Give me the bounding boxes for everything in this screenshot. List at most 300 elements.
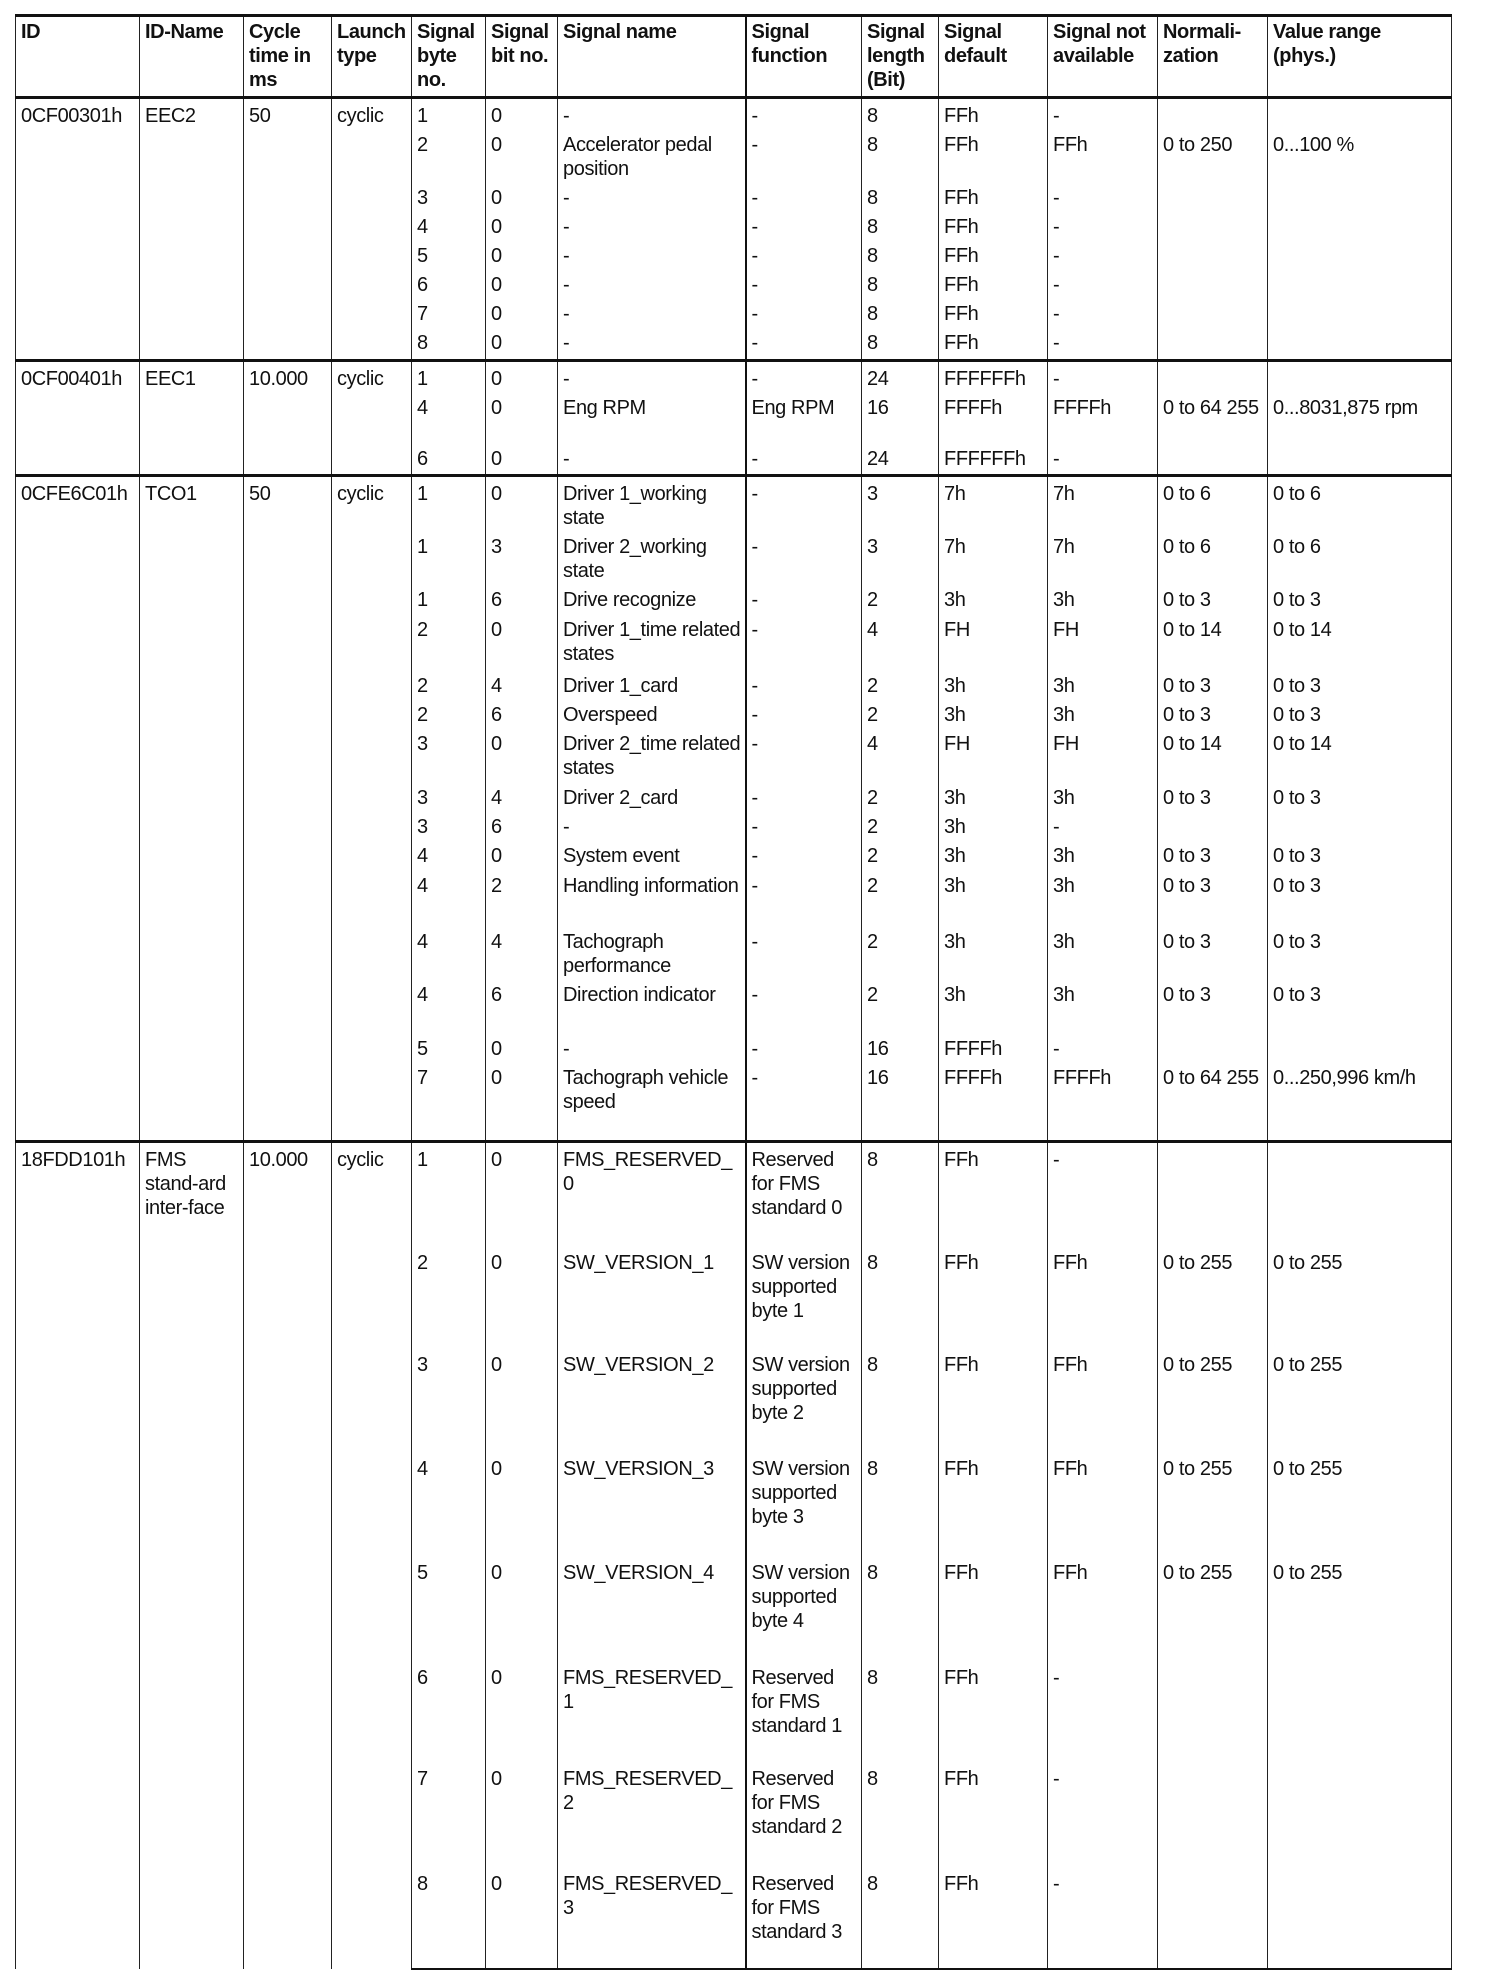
cell-signal-not-available: 3h bbox=[1048, 698, 1158, 727]
cell-signal-not-available: - bbox=[1048, 1141, 1158, 1246]
cell-signal-name: Tachograph vehicle speed bbox=[558, 1061, 746, 1141]
cell-signal-byte-no: 6 bbox=[412, 268, 486, 297]
cell-signal-function: Reserved for FMS standard 0 bbox=[746, 1141, 862, 1246]
cell-signal-byte-no: 8 bbox=[412, 326, 486, 360]
cell-value-range bbox=[1268, 98, 1452, 129]
cell-signal-default: FFh bbox=[939, 268, 1048, 297]
cell-id-name: EEC1 bbox=[140, 360, 244, 476]
cell-signal-name: - bbox=[558, 268, 746, 297]
cell-signal-function: - bbox=[746, 297, 862, 326]
cell-signal-byte-no: 1 bbox=[412, 1141, 486, 1246]
column-header-signal-function: Signal function bbox=[746, 16, 862, 98]
cell-signal-default: FFh bbox=[939, 297, 1048, 326]
cell-signal-name: SW_VERSION_2 bbox=[558, 1348, 746, 1452]
cell-value-range: 0...100 % bbox=[1268, 128, 1452, 181]
cell-signal-not-available: 7h bbox=[1048, 530, 1158, 583]
cell-signal-not-available: - bbox=[1048, 810, 1158, 839]
cell-signal-function: - bbox=[746, 978, 862, 1032]
cell-signal-default: FFh bbox=[939, 210, 1048, 239]
cell-id-name: TCO1 bbox=[140, 476, 244, 1142]
cell-normalization: 0 to 64 255 bbox=[1158, 1061, 1268, 1141]
cell-normalization: 0 to 3 bbox=[1158, 839, 1268, 869]
cell-id: 18FDD101h bbox=[16, 1141, 140, 1969]
cell-signal-name: Accelerator pedal position bbox=[558, 128, 746, 181]
cell-value-range: 0 to 3 bbox=[1268, 978, 1452, 1032]
cell-value-range bbox=[1268, 268, 1452, 297]
cell-signal-name: FMS_RESERVED_3 bbox=[558, 1867, 746, 1969]
cell-signal-name: - bbox=[558, 239, 746, 268]
cell-signal-not-available: FFh bbox=[1048, 1556, 1158, 1661]
cell-value-range bbox=[1268, 210, 1452, 239]
cell-cycle-time: 50 bbox=[244, 476, 332, 1142]
cell-normalization: 0 to 3 bbox=[1158, 669, 1268, 698]
cell-value-range: 0...250,996 km/h bbox=[1268, 1061, 1452, 1141]
cell-signal-not-available: 3h bbox=[1048, 839, 1158, 869]
cell-value-range bbox=[1268, 442, 1452, 476]
cell-signal-length: 8 bbox=[862, 210, 939, 239]
cell-signal-function: - bbox=[746, 727, 862, 781]
cell-id: 0CF00401h bbox=[16, 360, 140, 476]
cell-signal-default: FFFFFFh bbox=[939, 442, 1048, 476]
cell-normalization: 0 to 6 bbox=[1158, 476, 1268, 531]
cell-signal-bit-no: 0 bbox=[486, 476, 558, 531]
cell-signal-default: FFh bbox=[939, 1661, 1048, 1762]
cell-normalization: 0 to 255 bbox=[1158, 1556, 1268, 1661]
cell-signal-function: Reserved for FMS standard 1 bbox=[746, 1661, 862, 1762]
cell-signal-bit-no: 0 bbox=[486, 391, 558, 442]
cell-signal-default: 3h bbox=[939, 583, 1048, 613]
cell-signal-name: - bbox=[558, 326, 746, 360]
cell-signal-byte-no: 1 bbox=[412, 360, 486, 391]
cell-signal-bit-no: 6 bbox=[486, 698, 558, 727]
cell-signal-not-available: FFh bbox=[1048, 1348, 1158, 1452]
cell-signal-not-available: - bbox=[1048, 239, 1158, 268]
cell-normalization: 0 to 255 bbox=[1158, 1452, 1268, 1556]
cell-signal-byte-no: 2 bbox=[412, 1246, 486, 1348]
cell-signal-length: 24 bbox=[862, 442, 939, 476]
column-header-signal-name: Signal name bbox=[558, 16, 746, 98]
cell-signal-byte-no: 2 bbox=[412, 613, 486, 669]
cell-signal-byte-no: 7 bbox=[412, 1762, 486, 1867]
cell-signal-byte-no: 1 bbox=[412, 476, 486, 531]
cell-value-range: 0 to 3 bbox=[1268, 583, 1452, 613]
cell-value-range: 0 to 3 bbox=[1268, 839, 1452, 869]
cell-signal-name: - bbox=[558, 181, 746, 210]
cell-signal-not-available: FFh bbox=[1048, 1452, 1158, 1556]
cell-signal-function: SW version supported byte 2 bbox=[746, 1348, 862, 1452]
cell-signal-bit-no: 0 bbox=[486, 613, 558, 669]
cell-signal-not-available: FFh bbox=[1048, 128, 1158, 181]
cell-signal-byte-no: 3 bbox=[412, 1348, 486, 1452]
cell-signal-name: Driver 2_card bbox=[558, 781, 746, 810]
column-header-id-name: ID-Name bbox=[140, 16, 244, 98]
cell-signal-function: - bbox=[746, 530, 862, 583]
cell-signal-bit-no: 2 bbox=[486, 869, 558, 925]
cell-signal-byte-no: 1 bbox=[412, 98, 486, 129]
cell-signal-bit-no: 4 bbox=[486, 925, 558, 978]
cell-signal-length: 8 bbox=[862, 1867, 939, 1969]
cell-normalization: 0 to 14 bbox=[1158, 613, 1268, 669]
cell-signal-name: Overspeed bbox=[558, 698, 746, 727]
cell-signal-length: 24 bbox=[862, 360, 939, 391]
cell-signal-not-available: 3h bbox=[1048, 869, 1158, 925]
cell-signal-name: Direction indicator bbox=[558, 978, 746, 1032]
cell-normalization: 0 to 64 255 bbox=[1158, 391, 1268, 442]
cell-normalization bbox=[1158, 1661, 1268, 1762]
column-header-signal-not-available: Signal not available bbox=[1048, 16, 1158, 98]
cell-signal-bit-no: 4 bbox=[486, 669, 558, 698]
cell-signal-name: Driver 1_working state bbox=[558, 476, 746, 531]
cell-signal-name: Driver 2_time related states bbox=[558, 727, 746, 781]
cell-signal-length: 2 bbox=[862, 698, 939, 727]
cell-signal-default: FFFFFFh bbox=[939, 360, 1048, 391]
cell-signal-function: - bbox=[746, 476, 862, 531]
cell-signal-name: Handling information bbox=[558, 869, 746, 925]
cell-signal-bit-no: 0 bbox=[486, 1867, 558, 1969]
cell-value-range: 0 to 6 bbox=[1268, 476, 1452, 531]
cell-normalization bbox=[1158, 1762, 1268, 1867]
cell-id: 0CF00301h bbox=[16, 98, 140, 361]
cell-signal-name: Driver 1_time related states bbox=[558, 613, 746, 669]
cell-normalization: 0 to 3 bbox=[1158, 583, 1268, 613]
cell-signal-not-available: FFFFh bbox=[1048, 1061, 1158, 1141]
cell-signal-not-available: - bbox=[1048, 1762, 1158, 1867]
cell-signal-length: 4 bbox=[862, 727, 939, 781]
column-header-value-range: Value range (phys.) bbox=[1268, 16, 1452, 98]
cell-signal-function: - bbox=[746, 210, 862, 239]
cell-signal-default: FFh bbox=[939, 128, 1048, 181]
cell-normalization bbox=[1158, 1032, 1268, 1061]
cell-value-range: 0 to 3 bbox=[1268, 869, 1452, 925]
cell-signal-default: FH bbox=[939, 613, 1048, 669]
cell-signal-byte-no: 4 bbox=[412, 210, 486, 239]
cell-signal-function: - bbox=[746, 583, 862, 613]
cell-signal-length: 16 bbox=[862, 391, 939, 442]
cell-normalization: 0 to 3 bbox=[1158, 978, 1268, 1032]
cell-id: 0CFE6C01h bbox=[16, 476, 140, 1142]
table-header-row bbox=[16, 16, 1452, 98]
cell-value-range: 0 to 255 bbox=[1268, 1452, 1452, 1556]
cell-signal-default: FFh bbox=[939, 1246, 1048, 1348]
cell-normalization bbox=[1158, 268, 1268, 297]
cell-signal-length: 8 bbox=[862, 1762, 939, 1867]
cell-signal-byte-no: 6 bbox=[412, 1661, 486, 1762]
cell-signal-name: Drive recognize bbox=[558, 583, 746, 613]
cell-value-range: 0 to 255 bbox=[1268, 1246, 1452, 1348]
cell-signal-not-available: - bbox=[1048, 326, 1158, 360]
cell-signal-byte-no: 4 bbox=[412, 869, 486, 925]
cell-signal-length: 3 bbox=[862, 530, 939, 583]
cell-signal-length: 2 bbox=[862, 839, 939, 869]
cell-normalization: 0 to 3 bbox=[1158, 925, 1268, 978]
cell-signal-function: - bbox=[746, 698, 862, 727]
cell-value-range bbox=[1268, 239, 1452, 268]
cell-signal-default: FFFFh bbox=[939, 1061, 1048, 1141]
cell-signal-default: 3h bbox=[939, 781, 1048, 810]
cell-signal-bit-no: 0 bbox=[486, 326, 558, 360]
cell-signal-bit-no: 0 bbox=[486, 839, 558, 869]
cell-signal-name: Driver 2_working state bbox=[558, 530, 746, 583]
cell-value-range: 0 to 3 bbox=[1268, 781, 1452, 810]
cell-normalization: 0 to 3 bbox=[1158, 781, 1268, 810]
cell-signal-function: SW version supported byte 1 bbox=[746, 1246, 862, 1348]
cell-cycle-time: 10.000 bbox=[244, 360, 332, 476]
cell-value-range bbox=[1268, 1762, 1452, 1867]
cell-signal-default: 3h bbox=[939, 698, 1048, 727]
cell-signal-byte-no: 7 bbox=[412, 297, 486, 326]
cell-signal-length: 8 bbox=[862, 268, 939, 297]
cell-normalization bbox=[1158, 210, 1268, 239]
cell-normalization: 0 to 255 bbox=[1158, 1246, 1268, 1348]
cell-signal-length: 8 bbox=[862, 1556, 939, 1661]
cell-normalization bbox=[1158, 810, 1268, 839]
cell-signal-length: 2 bbox=[862, 669, 939, 698]
cell-signal-byte-no: 1 bbox=[412, 583, 486, 613]
cell-cycle-time: 10.000 bbox=[244, 1141, 332, 1969]
cell-signal-not-available: - bbox=[1048, 181, 1158, 210]
cell-signal-bit-no: 6 bbox=[486, 810, 558, 839]
cell-signal-length: 8 bbox=[862, 181, 939, 210]
cell-signal-not-available: FFFFh bbox=[1048, 391, 1158, 442]
cell-signal-default: FFh bbox=[939, 1556, 1048, 1661]
can-signal-table bbox=[15, 14, 1452, 1970]
cell-signal-function: - bbox=[746, 669, 862, 698]
cell-signal-not-available: - bbox=[1048, 268, 1158, 297]
cell-signal-bit-no: 0 bbox=[486, 128, 558, 181]
cell-signal-default: FFh bbox=[939, 1452, 1048, 1556]
cell-signal-bit-no: 0 bbox=[486, 1762, 558, 1867]
cell-value-range: 0 to 255 bbox=[1268, 1348, 1452, 1452]
cell-normalization: 0 to 14 bbox=[1158, 727, 1268, 781]
cell-launch-type: cyclic bbox=[332, 476, 412, 1142]
cell-signal-bit-no: 0 bbox=[486, 98, 558, 129]
cell-signal-name: Tachograph performance bbox=[558, 925, 746, 978]
cell-signal-bit-no: 6 bbox=[486, 978, 558, 1032]
cell-value-range bbox=[1268, 181, 1452, 210]
cell-cycle-time: 50 bbox=[244, 98, 332, 361]
cell-signal-not-available: 3h bbox=[1048, 978, 1158, 1032]
cell-signal-function: SW version supported byte 4 bbox=[746, 1556, 862, 1661]
cell-signal-byte-no: 5 bbox=[412, 1032, 486, 1061]
cell-signal-byte-no: 2 bbox=[412, 128, 486, 181]
cell-signal-length: 8 bbox=[862, 297, 939, 326]
cell-signal-length: 16 bbox=[862, 1032, 939, 1061]
cell-signal-function: - bbox=[746, 239, 862, 268]
cell-signal-byte-no: 6 bbox=[412, 442, 486, 476]
cell-signal-length: 8 bbox=[862, 98, 939, 129]
cell-signal-byte-no: 4 bbox=[412, 839, 486, 869]
column-header-id: ID bbox=[16, 16, 140, 98]
cell-signal-not-available: 3h bbox=[1048, 781, 1158, 810]
cell-signal-not-available: - bbox=[1048, 1032, 1158, 1061]
cell-signal-length: 8 bbox=[862, 1661, 939, 1762]
cell-signal-name: FMS_RESERVED_2 bbox=[558, 1762, 746, 1867]
cell-id-name: EEC2 bbox=[140, 98, 244, 361]
cell-signal-not-available: - bbox=[1048, 210, 1158, 239]
cell-normalization bbox=[1158, 1141, 1268, 1246]
cell-launch-type: cyclic bbox=[332, 98, 412, 361]
cell-signal-bit-no: 0 bbox=[486, 1246, 558, 1348]
cell-signal-byte-no: 3 bbox=[412, 727, 486, 781]
cell-signal-name: - bbox=[558, 297, 746, 326]
cell-value-range: 0 to 14 bbox=[1268, 727, 1452, 781]
column-header-launch-type: Launch type bbox=[332, 16, 412, 98]
cell-normalization bbox=[1158, 326, 1268, 360]
cell-signal-function: - bbox=[746, 810, 862, 839]
cell-signal-default: 3h bbox=[939, 925, 1048, 978]
cell-value-range: 0 to 3 bbox=[1268, 698, 1452, 727]
cell-signal-not-available: - bbox=[1048, 1661, 1158, 1762]
cell-signal-function: - bbox=[746, 869, 862, 925]
cell-signal-bit-no: 0 bbox=[486, 1452, 558, 1556]
cell-value-range bbox=[1268, 810, 1452, 839]
cell-value-range bbox=[1268, 1141, 1452, 1246]
cell-signal-bit-no: 0 bbox=[486, 181, 558, 210]
cell-signal-bit-no: 0 bbox=[486, 268, 558, 297]
cell-normalization bbox=[1158, 98, 1268, 129]
cell-signal-function: Reserved for FMS standard 3 bbox=[746, 1867, 862, 1969]
cell-signal-default: 3h bbox=[939, 869, 1048, 925]
cell-normalization: 0 to 6 bbox=[1158, 530, 1268, 583]
cell-value-range: 0 to 255 bbox=[1268, 1556, 1452, 1661]
cell-signal-default: 3h bbox=[939, 839, 1048, 869]
column-header-signal-byte-no: Signal byte no. bbox=[412, 16, 486, 98]
cell-signal-function: - bbox=[746, 442, 862, 476]
cell-value-range: 0 to 3 bbox=[1268, 925, 1452, 978]
cell-signal-not-available: 3h bbox=[1048, 669, 1158, 698]
column-header-normalization: Normali-zation bbox=[1158, 16, 1268, 98]
cell-signal-length: 8 bbox=[862, 1141, 939, 1246]
cell-signal-default: FFh bbox=[939, 181, 1048, 210]
cell-signal-name: Driver 1_card bbox=[558, 669, 746, 698]
cell-normalization bbox=[1158, 181, 1268, 210]
cell-value-range: 0 to 6 bbox=[1268, 530, 1452, 583]
cell-signal-byte-no: 2 bbox=[412, 669, 486, 698]
cell-signal-bit-no: 6 bbox=[486, 583, 558, 613]
cell-signal-length: 8 bbox=[862, 1452, 939, 1556]
cell-signal-name: - bbox=[558, 360, 746, 391]
cell-signal-function: - bbox=[746, 1061, 862, 1141]
cell-signal-length: 16 bbox=[862, 1061, 939, 1141]
column-header-cycle-time: Cycle time in ms bbox=[244, 16, 332, 98]
cell-signal-not-available: 3h bbox=[1048, 925, 1158, 978]
cell-signal-default: 7h bbox=[939, 476, 1048, 531]
cell-signal-length: 8 bbox=[862, 326, 939, 360]
cell-signal-function: Reserved for FMS standard 2 bbox=[746, 1762, 862, 1867]
cell-signal-byte-no: 3 bbox=[412, 181, 486, 210]
cell-launch-type: cyclic bbox=[332, 360, 412, 476]
cell-signal-function: - bbox=[746, 181, 862, 210]
cell-signal-default: 7h bbox=[939, 530, 1048, 583]
cell-signal-bit-no: 0 bbox=[486, 1061, 558, 1141]
cell-signal-length: 2 bbox=[862, 781, 939, 810]
cell-signal-byte-no: 4 bbox=[412, 978, 486, 1032]
cell-signal-default: FFh bbox=[939, 1762, 1048, 1867]
cell-signal-length: 8 bbox=[862, 1246, 939, 1348]
cell-normalization bbox=[1158, 442, 1268, 476]
cell-signal-name: - bbox=[558, 810, 746, 839]
cell-signal-length: 2 bbox=[862, 869, 939, 925]
cell-signal-not-available: - bbox=[1048, 1867, 1158, 1969]
cell-signal-not-available: 7h bbox=[1048, 476, 1158, 531]
cell-launch-type: cyclic bbox=[332, 1141, 412, 1969]
cell-signal-length: 3 bbox=[862, 476, 939, 531]
cell-value-range bbox=[1268, 1661, 1452, 1762]
cell-id-name: FMS stand-ard inter-face bbox=[140, 1141, 244, 1969]
cell-signal-function: - bbox=[746, 613, 862, 669]
cell-signal-name: SW_VERSION_1 bbox=[558, 1246, 746, 1348]
cell-signal-length: 2 bbox=[862, 978, 939, 1032]
cell-signal-not-available: - bbox=[1048, 442, 1158, 476]
cell-signal-length: 8 bbox=[862, 239, 939, 268]
cell-signal-function: - bbox=[746, 1032, 862, 1061]
cell-signal-byte-no: 3 bbox=[412, 781, 486, 810]
column-header-signal-default: Signal default bbox=[939, 16, 1048, 98]
cell-signal-byte-no: 1 bbox=[412, 530, 486, 583]
cell-signal-default: FFh bbox=[939, 326, 1048, 360]
column-header-signal-length: Signal length (Bit) bbox=[862, 16, 939, 98]
table-row bbox=[16, 360, 1452, 391]
cell-value-range: 0 to 3 bbox=[1268, 669, 1452, 698]
cell-signal-function: SW version supported byte 3 bbox=[746, 1452, 862, 1556]
cell-signal-bit-no: 3 bbox=[486, 530, 558, 583]
cell-signal-bit-no: 0 bbox=[486, 360, 558, 391]
cell-signal-function: Eng RPM bbox=[746, 391, 862, 442]
cell-signal-not-available: - bbox=[1048, 297, 1158, 326]
cell-signal-byte-no: 8 bbox=[412, 1867, 486, 1969]
cell-signal-default: 3h bbox=[939, 669, 1048, 698]
cell-signal-default: FFh bbox=[939, 1141, 1048, 1246]
cell-value-range bbox=[1268, 297, 1452, 326]
cell-signal-name: Eng RPM bbox=[558, 391, 746, 442]
cell-normalization: 0 to 255 bbox=[1158, 1348, 1268, 1452]
cell-signal-function: - bbox=[746, 781, 862, 810]
cell-signal-byte-no: 2 bbox=[412, 698, 486, 727]
cell-signal-default: FFh bbox=[939, 1867, 1048, 1969]
cell-signal-bit-no: 0 bbox=[486, 297, 558, 326]
cell-signal-bit-no: 0 bbox=[486, 210, 558, 239]
cell-signal-bit-no: 0 bbox=[486, 1661, 558, 1762]
cell-value-range: 0 to 14 bbox=[1268, 613, 1452, 669]
cell-signal-name: - bbox=[558, 98, 746, 129]
cell-normalization: 0 to 3 bbox=[1158, 698, 1268, 727]
cell-signal-function: - bbox=[746, 268, 862, 297]
cell-signal-bit-no: 0 bbox=[486, 1141, 558, 1246]
cell-signal-function: - bbox=[746, 360, 862, 391]
cell-signal-function: - bbox=[746, 326, 862, 360]
cell-signal-bit-no: 0 bbox=[486, 727, 558, 781]
cell-value-range bbox=[1268, 1867, 1452, 1969]
cell-signal-default: FH bbox=[939, 727, 1048, 781]
cell-signal-not-available: FH bbox=[1048, 613, 1158, 669]
table-row bbox=[16, 1141, 1452, 1246]
cell-signal-bit-no: 4 bbox=[486, 781, 558, 810]
cell-signal-byte-no: 4 bbox=[412, 1452, 486, 1556]
cell-signal-not-available: - bbox=[1048, 98, 1158, 129]
cell-signal-not-available: 3h bbox=[1048, 583, 1158, 613]
cell-signal-name: - bbox=[558, 210, 746, 239]
cell-signal-name: SW_VERSION_3 bbox=[558, 1452, 746, 1556]
cell-signal-function: - bbox=[746, 128, 862, 181]
cell-signal-default: FFFFh bbox=[939, 1032, 1048, 1061]
cell-value-range bbox=[1268, 360, 1452, 391]
cell-signal-byte-no: 3 bbox=[412, 810, 486, 839]
cell-signal-default: FFh bbox=[939, 239, 1048, 268]
cell-signal-not-available: - bbox=[1048, 360, 1158, 391]
cell-signal-default: 3h bbox=[939, 810, 1048, 839]
cell-normalization bbox=[1158, 360, 1268, 391]
cell-signal-default: FFFFh bbox=[939, 391, 1048, 442]
